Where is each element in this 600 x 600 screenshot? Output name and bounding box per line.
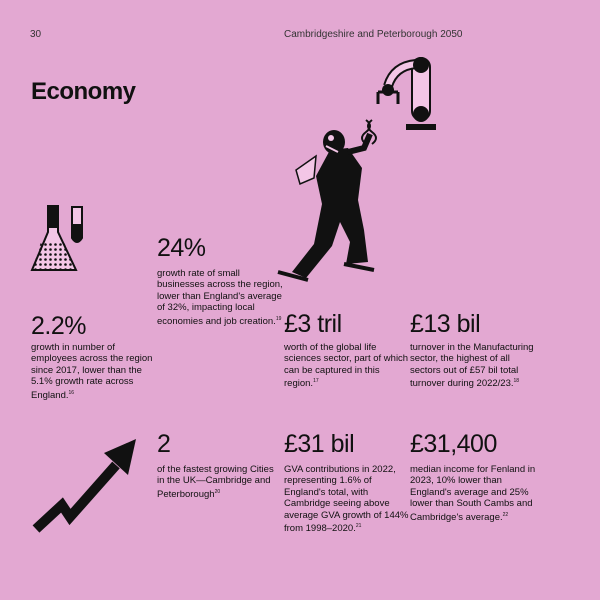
page-title: Economy <box>31 78 136 105</box>
stat-value: £31,400 <box>410 430 497 458</box>
scientist-figure <box>278 112 408 282</box>
stat-value: £31 bil <box>284 430 355 458</box>
stat-value: 24% <box>157 234 206 262</box>
document-header: Cambridgeshire and Peterborough 2050 <box>284 29 463 40</box>
stat-description: of the fastest growing Cities in the UK—Cambridge and Peterborough$^{20}$ <box>157 464 274 500</box>
stat-value: £3 tril <box>284 310 342 338</box>
stat-description: median income for Fenland in 2023, 10% lower than England's average and 25% lower than South Cambs and Cambridge's average.$^{22}$ <box>410 464 536 523</box>
rising-trend-arrow-icon <box>32 435 142 545</box>
stat-description: growth rate of small businesses across the region, lower than England's average of 32%, impacting local economies and job creation.$^{19}$ <box>157 268 283 327</box>
stat-description: GVA contributions in 2022, representing 1.6% of England's total, with Cambridge seeing above average GVA growth of 144% from 1998–2020.21 <box>284 464 409 535</box>
stat-description: worth of the global life sciences sector, part of which can be captured in this region.$^{17}$ <box>284 342 409 390</box>
lab-flask-icon <box>28 202 98 282</box>
stat-value: 2.2% <box>31 312 86 340</box>
stat-description: growth in number of employees across the region since 2017, lower than the 5.1% growth rate across England.$^{16}$ <box>31 342 153 401</box>
stat-value: 2 <box>157 430 171 458</box>
stat-value: £13 bil <box>410 310 481 338</box>
stat-description: turnover in the Manufacturing sector, the highest of all sectors out of £57 bil total turnover during 2022/23.18 <box>410 342 534 390</box>
page-number: 30 <box>30 29 42 40</box>
